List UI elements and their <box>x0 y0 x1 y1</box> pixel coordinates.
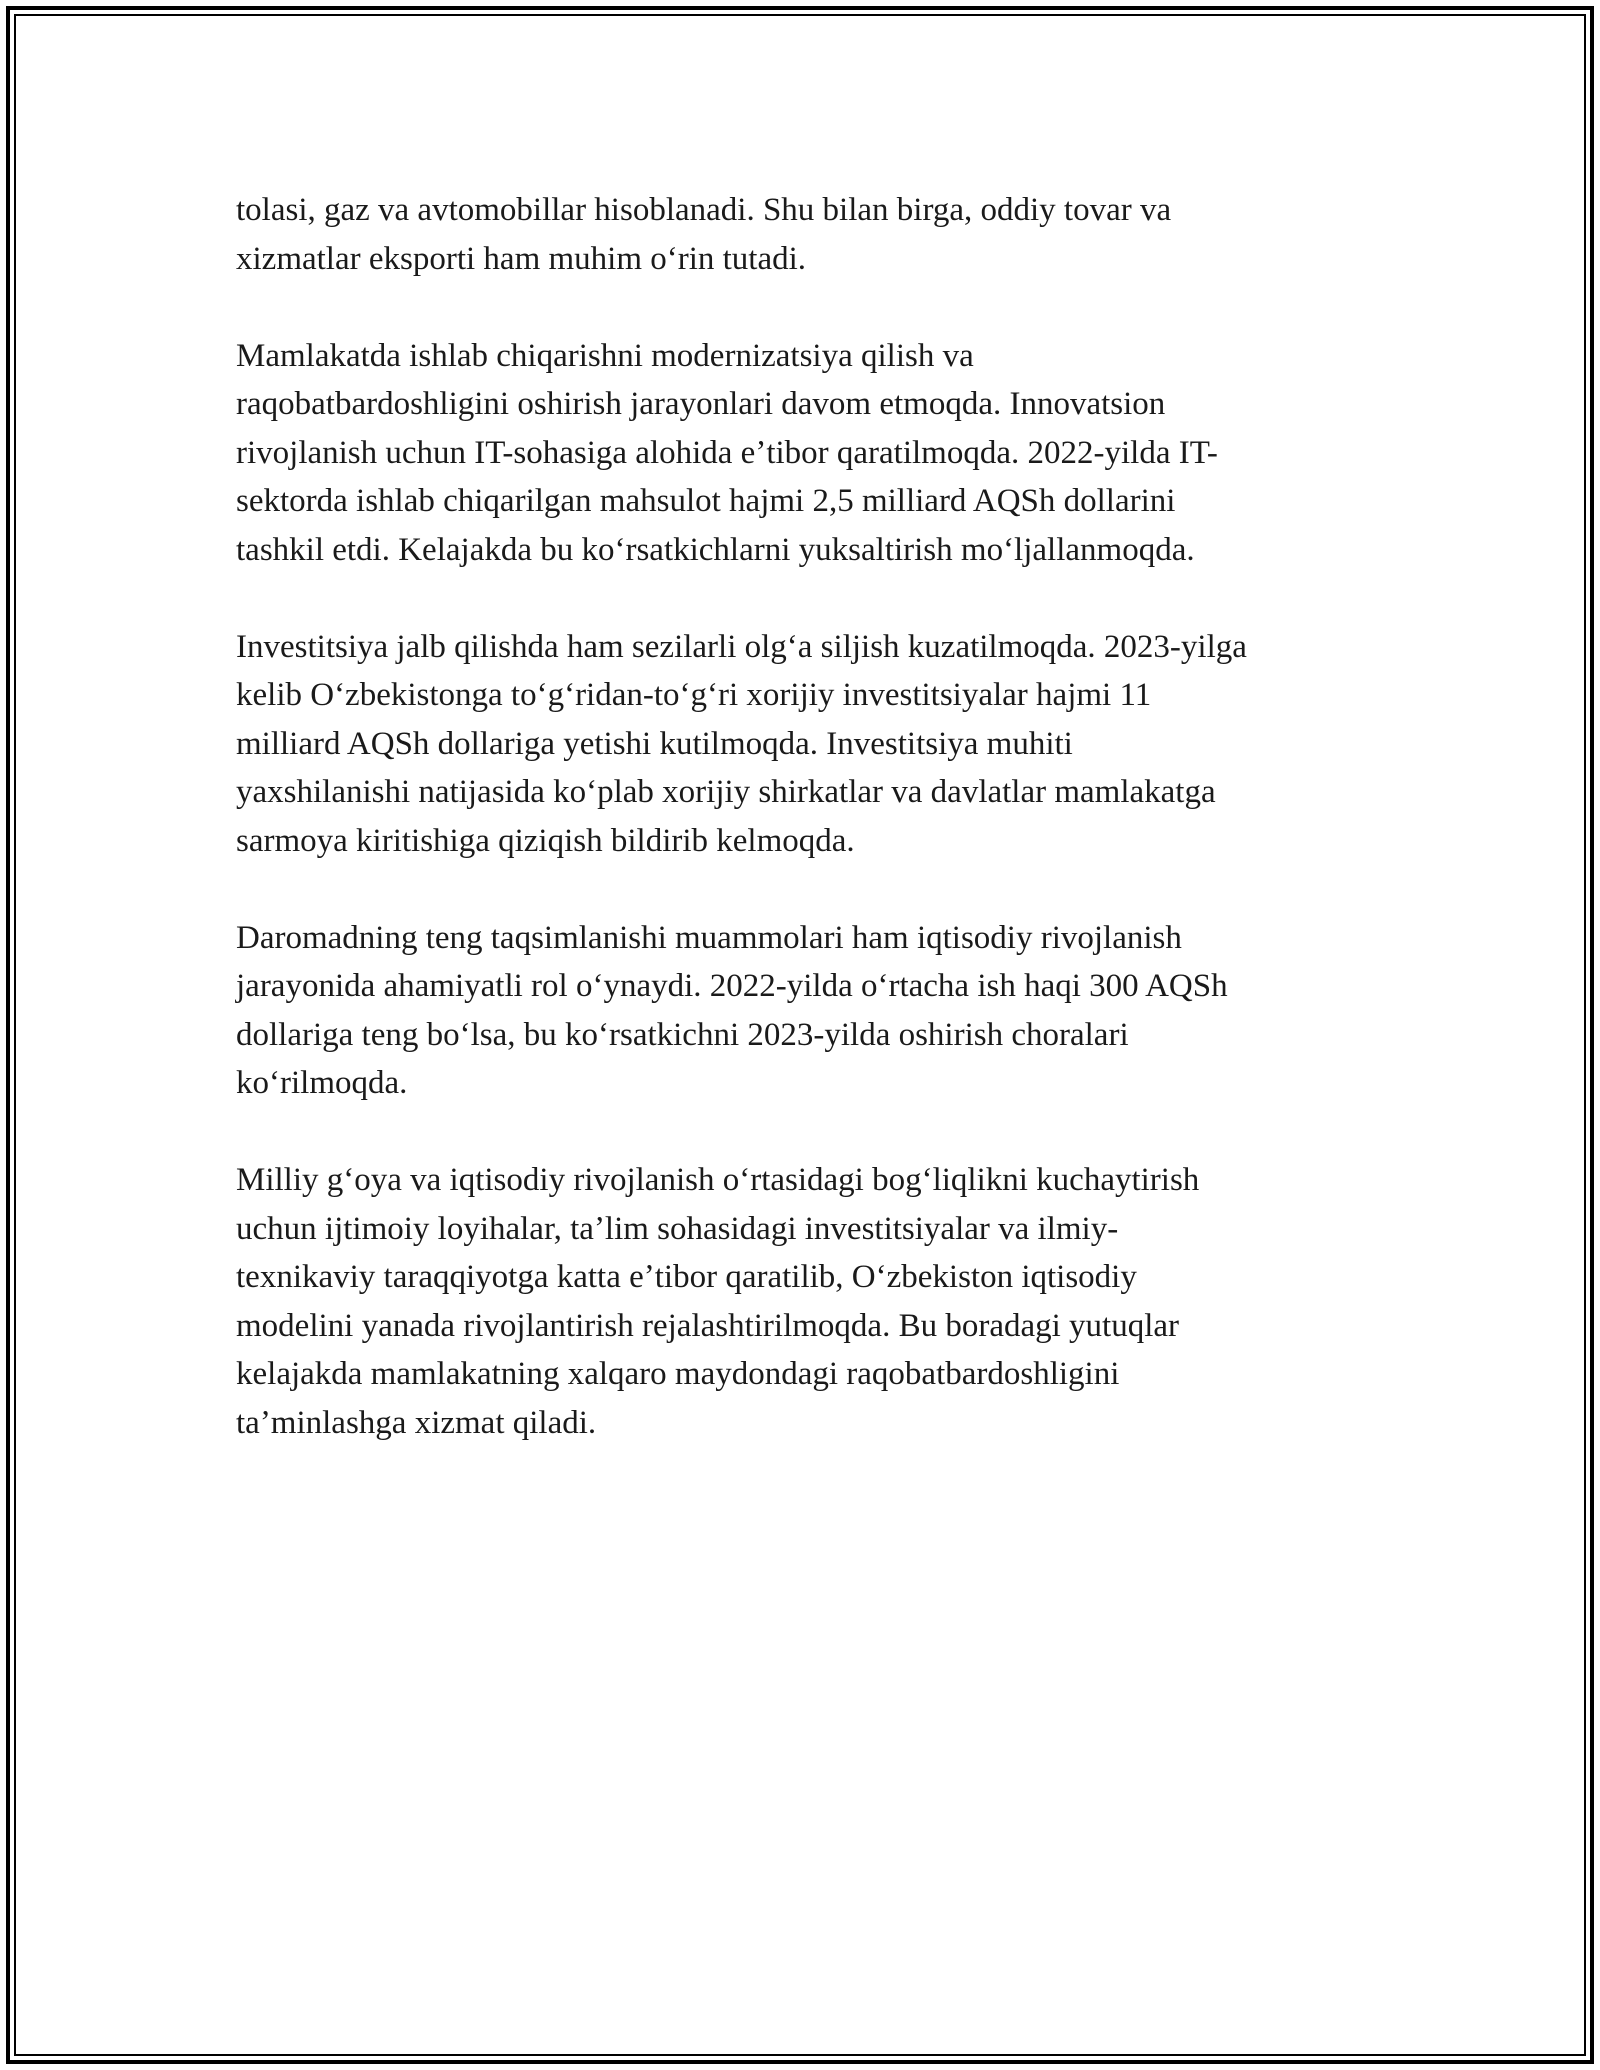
paragraph-exports-continued: tolasi, gaz va avtomobillar hisoblanadi. Shu bilan birga, oddiy tovar va xizmatlar eksporti ham muhim oʻrin tutadi. <box>236 192 1172 277</box>
document-body <box>236 186 1366 1496</box>
paragraph-modernization-it: Mamlakatda ishlab chiqarishni modernizatsiya qilish va raqobatbardoshligini oshirish jarayonlari davom etmoqda. Innovatsion rivojlanish uchun IT-sohasiga alohida eʼtibor qaratilmoqda. 2022-yilda IT- sektorda ishlab chiqarilgan mahsulot hajmi 2,5 milliard AQSh dollarini tashkil etdi. Kelajakda bu koʻrsatkichlarni yuksaltirish moʻljallanmoqda. <box>236 337 1218 568</box>
paragraph-income-distribution: Daromadning teng taqsimlanishi muammolari ham iqtisodiy rivojlanish jarayonida ahamiyatli rol oʻynaydi. 2022-yilda oʻrtacha ish haqi 300 AQSh dollariga teng boʻlsa, bu koʻrsatkichni 2023-yilda oshirish choralari koʻrilmoqda. <box>236 919 1228 1101</box>
paragraph-national-idea: Milliy gʻoya va iqtisodiy rivojlanish oʻrtasidagi bogʻliqlikni kuchaytirish uchun ijtimoiy loyihalar, taʼlim sohasidagi investitsiyalar va ilmiy- texnikaviy taraqqiyotga katta eʼtibor qaratilib, Oʻzbekiston iqtisodiy modelini yanada rivojlantirish rejalashtirilmoqda. Bu boradagi yutuqlar kelajakda mamlakatning xalqaro maydondagi raqobatbardoshligini taʼminlashga xizmat qiladi. <box>236 1162 1200 1441</box>
paragraph-investment: Investitsiya jalb qilishda ham sezilarli olgʻa siljish kuzatilmoqda. 2023-yilga kelib Oʻzbekistonga toʻgʻridan-toʻgʻri xorijiy investitsiyalar hajmi 11 milliard AQSh dollariga yetishi kutilmoqda. Investitsiya muhiti yaxshilanishi natijasida koʻplab xorijiy shirkatlar va davlatlar mamlakatga sarmoya kiritishiga qiziqish bildirib kelmoqda. <box>236 628 1247 859</box>
